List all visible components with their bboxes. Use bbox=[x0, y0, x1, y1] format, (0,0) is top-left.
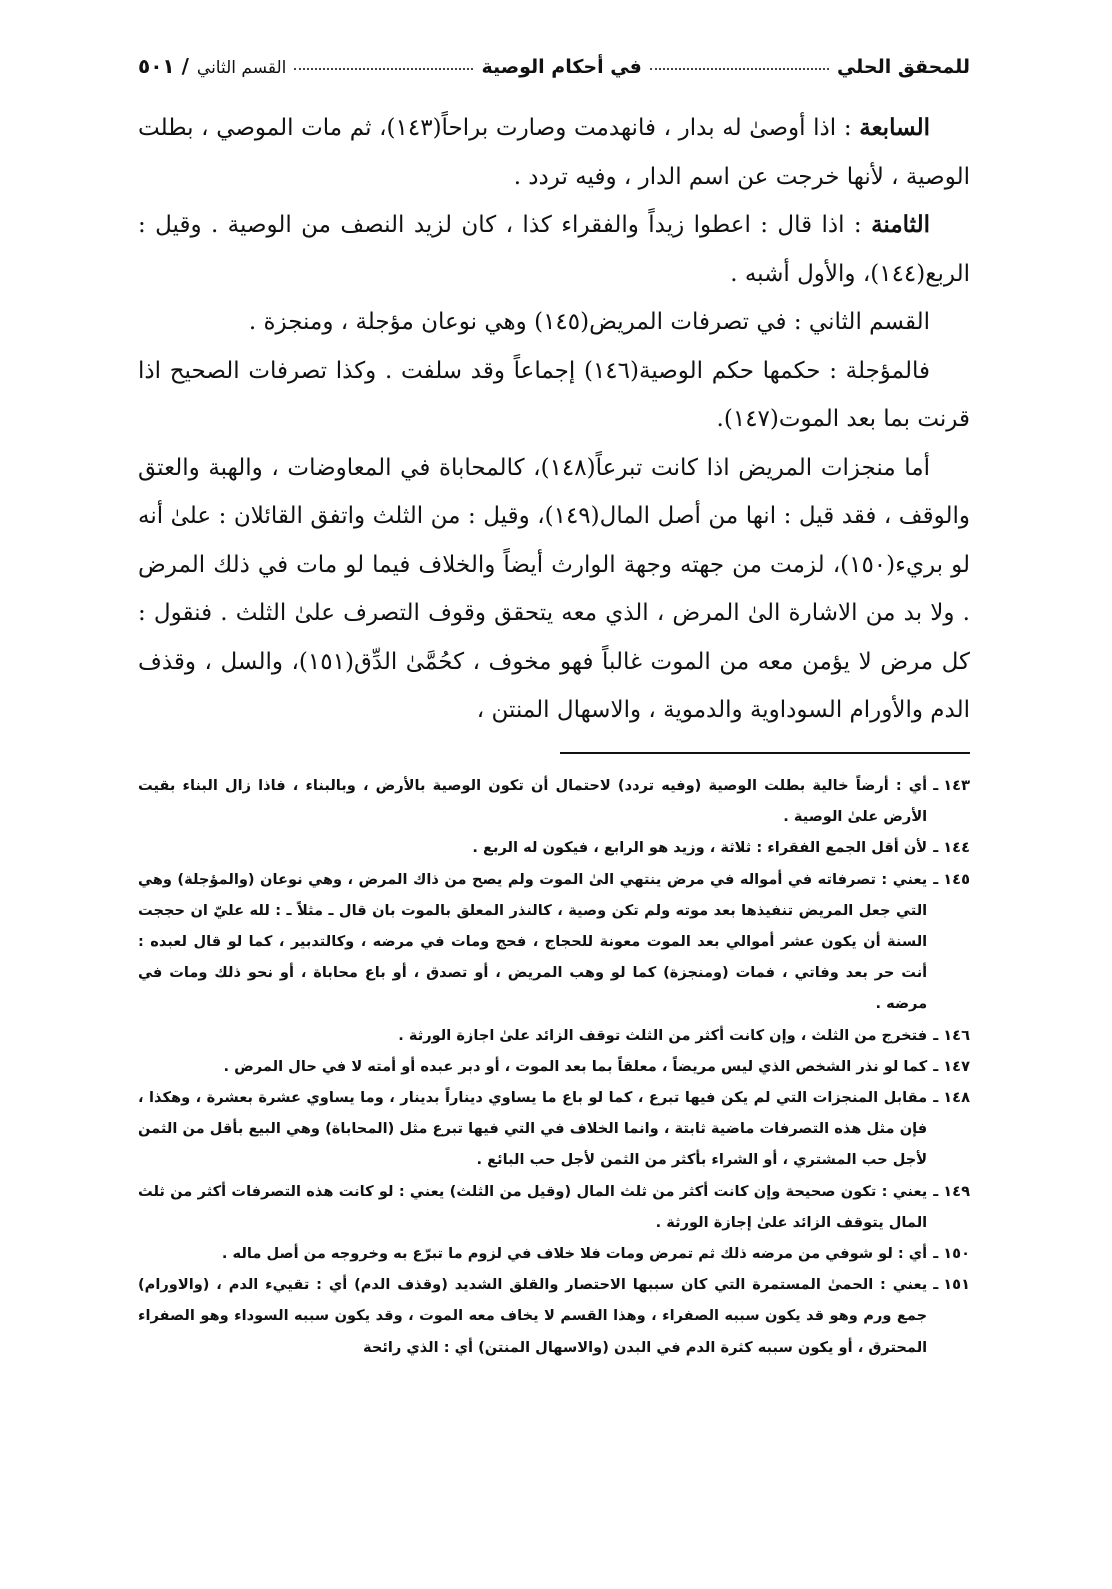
footnote-separator bbox=[560, 752, 970, 754]
section-label: القسم الثاني bbox=[196, 58, 287, 78]
page-number: / ٥٠١ bbox=[138, 54, 189, 78]
header-dot-leader bbox=[294, 67, 473, 70]
paragraph-immediate: أما منجزات المريض اذا كانت تبرعاً(١٤٨)، كالمحاباة في المعاوضات ، والهبة والعتق والوقف ، فقد قيل : انها من أصل المال(١٤٩)، وقيل : من الثلث واتفق القائلان : علىٰ أنه لو بريء(١٥٠)، لزمت من جهته وجهة الوارث أيضاً والخلاف فيما لو مات في ذلك المرض . ولا بد من الاشارة الىٰ المرض ، الذي معه يتحقق وقوف التصرف علىٰ الثلث . فنقول : كل مرض لا يؤمن معه من الموت غالباً فهو مخوف ، كحُمَّىٰ الدِّق(١٥١)، والسل ، وقذف الدم والأورام السوداوية والدموية ، والاسهال المنتن ، bbox=[138, 454, 970, 723]
paragraph-label: الثامنة bbox=[871, 211, 931, 238]
footnote-number: ١٥٠ ـ bbox=[933, 1245, 970, 1263]
footnote-151 bbox=[138, 1269, 970, 1363]
footnote-number: ١٤٤ ـ bbox=[933, 839, 970, 857]
paragraph-deferred: فالمؤجلة : حكمها حكم الوصية(١٤٦) إجماعاً وقد سلفت . وكذا تصرفات الصحيح اذا قرنت بما بعد الموت(١٤٧). bbox=[138, 357, 970, 432]
footnote-143 bbox=[138, 770, 970, 832]
book-title: للمحقق الحلي bbox=[836, 56, 970, 78]
paragraph-seventh bbox=[138, 104, 970, 201]
chapter-title: في أحكام الوصية bbox=[481, 56, 642, 78]
footnote-number: ١٤٨ ـ bbox=[933, 1089, 970, 1107]
footnote-149 bbox=[138, 1176, 970, 1238]
footnote-146 bbox=[138, 1020, 970, 1051]
footnote-text: لأن أقل الجمع الفقراء : ثلاثة ، وزيد هو الرابع ، فيكون له الربع . bbox=[472, 839, 928, 857]
paragraph-section-two: القسم الثاني : في تصرفات المريض(١٤٥) وهي نوعان مؤجلة ، ومنجزة . bbox=[248, 309, 930, 335]
header-dot-leader bbox=[650, 67, 829, 70]
footnote-text: أي : لو شوفي من مرضه ذلك ثم تمرض ومات فلا خلاف في لزوم ما تبرّع به وخروجه من أصل ماله . bbox=[221, 1245, 928, 1263]
footnote-number: ١٥١ ـ bbox=[933, 1276, 970, 1294]
footnote-text: كما لو نذر الشخص الذي ليس مريضاً ، معلقاً بما بعد الموت ، أو دبر عبده أو أمته لا في حال المرض . bbox=[223, 1057, 928, 1075]
footnote-text: يعني : تكون صحيحة وإن كانت أكثر من ثلث المال (وقيل من الثلث) يعني : لو كانت هذه التصرفات أكثر من ثلث المال يتوقف الزائد علىٰ إجازة الورثة . bbox=[138, 1182, 928, 1231]
footnote-number: ١٤٥ ـ bbox=[933, 870, 970, 888]
paragraph-text: : اذا قال : اعطوا زيداً والفقراء كذا ، كان لزيد النصف من الوصية . وقيل : الربع(١٤٤)، والأول أشبه . bbox=[138, 212, 970, 287]
footnote-number: ١٤٣ ـ bbox=[933, 777, 970, 794]
paragraph-eighth bbox=[138, 201, 970, 298]
running-header bbox=[138, 38, 970, 78]
footnote-147 bbox=[138, 1051, 970, 1082]
main-text bbox=[138, 104, 970, 735]
footnote-144 bbox=[138, 832, 970, 863]
footnote-text: يعني : الحمىٰ المستمرة التي كان سببها الاحتصار والقلق الشديد (وقذف الدم) أي : تقييء الدم ، (والاورام) جمع ورم وهو قد يكون سببه الصفراء ، وهذا القسم لا يخاف معه الموت ، وقد يكون سببه السوداء وهو الصفراء المحترق ، أو يكون سببه كثرة الدم في البدن (والاسهال المنتن) أي : الذي رائحة bbox=[138, 1276, 928, 1356]
footnote-text: أي : أرضاً خالية بطلت الوصية (وفيه تردد) لاحتمال أن تكون الوصية بالأرض ، وبالبناء ، فاذا زال البناء بقيت الأرض علىٰ الوصية . bbox=[138, 777, 928, 826]
paragraph-text: : اذا أوصىٰ له بدار ، فانهدمت وصارت براحاً(١٤٣)، ثم مات الموصي ، بطلت الوصية ، لأنها خرجت عن اسم الدار ، وفيه تردد . bbox=[138, 115, 970, 190]
footnote-number: ١٤٩ ـ bbox=[933, 1182, 970, 1200]
footnote-text: فتخرج من الثلث ، وإن كانت أكثر من الثلث توقف الزائد علىٰ اجازة الورثة . bbox=[398, 1026, 928, 1044]
footnote-number: ١٤٦ ـ bbox=[933, 1026, 970, 1044]
footnote-number: ١٤٧ ـ bbox=[933, 1057, 970, 1075]
footnote-148 bbox=[138, 1082, 970, 1176]
footnote-145 bbox=[138, 864, 970, 1020]
footnote-text: يعني : تصرفاته في أمواله في مرض ينتهي الىٰ الموت ولم يصح من ذاك المرض ، وهي نوعان (والمؤجلة) وهي التي جعل المريض تنفيذها بعد موته ولم تكن وصية ، كالنذر المعلق بالموت بان قال ـ مثلاً ـ : لله عليّ ان حججت السنة أن يكون عشر أموالي بعد الموت معونة للحجاج ، فحج ومات في مرضه ، وكالتدبير ، كما لو قال لعبده : أنت حر بعد وفاتي ، فمات (ومنجزة) كما لو وهب المريض ، أو تصدق ، أو باع محاباة ، أو نحو ذلك ومات في مرضه . bbox=[138, 870, 928, 1013]
footnote-150 bbox=[138, 1238, 970, 1269]
footnotes bbox=[138, 770, 970, 1363]
paragraph-label: السابعة bbox=[859, 114, 930, 141]
footnote-text: مقابل المنجزات التي لم يكن فيها تبرع ، كما لو باع ما يساوي ديناراً بدينار ، وما يساوي عشرة بعشرة ، وهكذا ، فإن مثل هذه التصرفات ماضية ثابتة ، وانما الخلاف في التي فيها تبرع مثل (المحاباة) وهي البيع بأقل من الثمن لأجل حب المشتري ، أو الشراء بأكثر من الثمن لأجل حب البائع . bbox=[138, 1089, 928, 1169]
